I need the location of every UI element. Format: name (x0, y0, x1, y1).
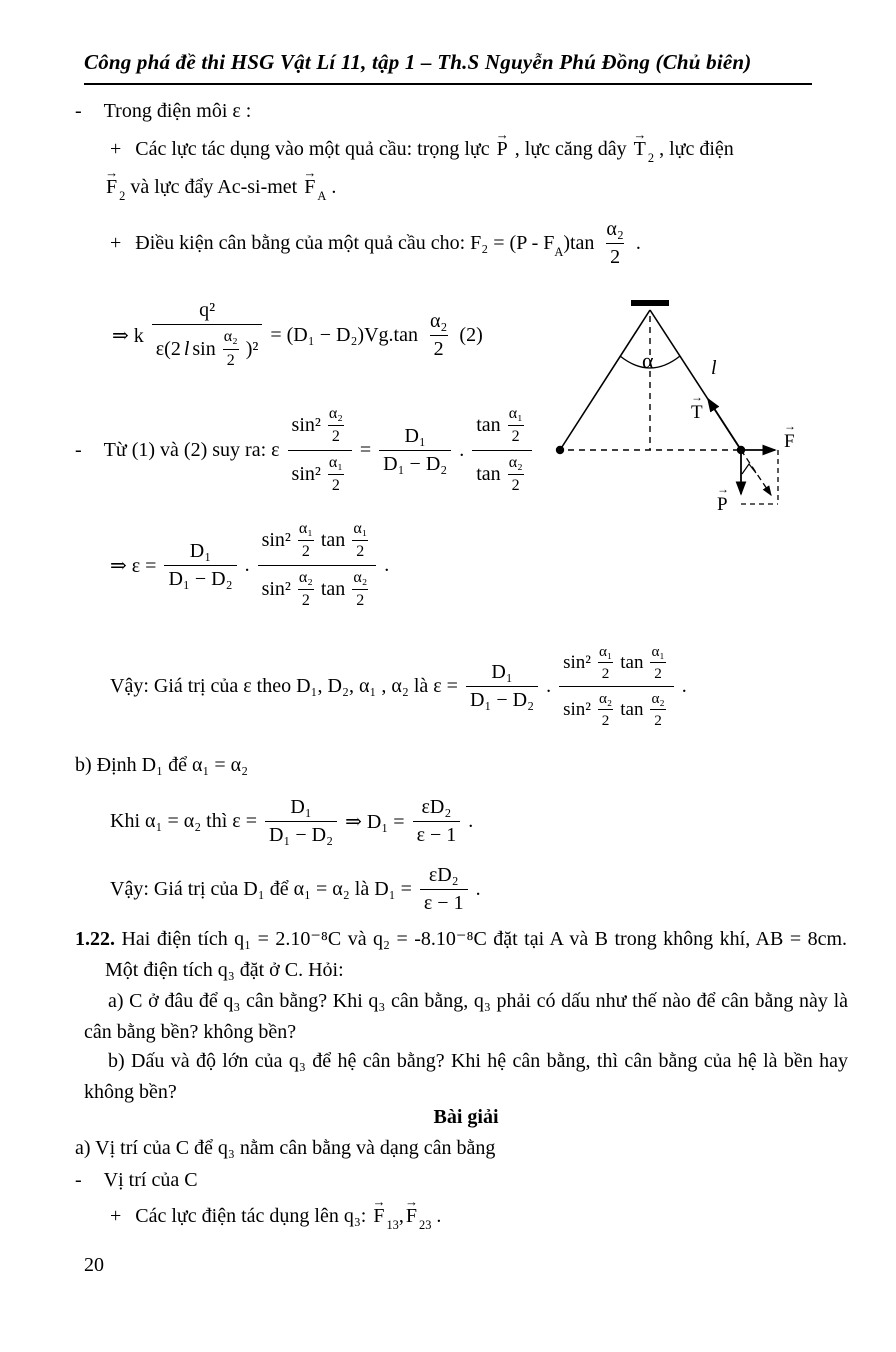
multiply-dot: . (244, 553, 250, 576)
part-b-heading: b) Định D₁ để α₁ = α₂ (75, 754, 249, 776)
multiply-dot: . (459, 438, 465, 461)
vector-FA-sub: A (317, 189, 327, 204)
formula-2 (112, 278, 483, 392)
denominator: 2 (598, 709, 614, 730)
formula-4-lead: ⇒ ε = (110, 554, 157, 577)
equals-sign: = (359, 438, 372, 461)
den-close: )² (245, 337, 259, 360)
numerator (258, 518, 377, 565)
part-b-khi: Khi α₁ = α₂ thì ε = (110, 809, 257, 832)
solution-title: Bài giải (433, 1106, 499, 1128)
tan: tan (320, 529, 346, 552)
vector-P-letter: P (496, 138, 508, 160)
numerator: α₁ (328, 453, 343, 471)
numerator: α₁ (598, 642, 613, 660)
condition-sub-A: A (554, 244, 564, 259)
alpha-label: α (642, 348, 654, 373)
bullet-dielectric-text: Trong điện môi ε : (103, 100, 252, 122)
force-F-label: F (784, 431, 795, 452)
denominator: D₁ − D₂ (164, 565, 236, 592)
denominator (152, 324, 263, 372)
numerator: α₂ (429, 309, 448, 332)
fraction-sin-tan-ratio (258, 518, 377, 613)
page-header: Công phá đề thi HSG Vật Lí 11, tập 1 – Th.S Nguyễn Phú Đồng (Chủ biên) (84, 50, 812, 85)
length-l: l (183, 337, 190, 360)
numerator: α₂ (298, 568, 313, 586)
fraction-D1 (379, 424, 451, 477)
sin2: sin² (291, 462, 321, 485)
vector-F23-letter: F (405, 1205, 417, 1227)
formula-3 (75, 388, 534, 512)
forces-text-2: , lực căng dây (509, 138, 632, 160)
sin2: sin² (261, 529, 291, 552)
problem-question-a: a) C ở đâu để q₃ cân bằng? Khi q₃ cân bằng, q₃ phải có dấu như thế nào để cân bằng này là cân bằng bền? không bền? (84, 990, 848, 1043)
vector-arrow-icon: → (303, 164, 317, 180)
fraction-sin-ratio (288, 403, 352, 498)
tension-T-label: T (691, 402, 703, 423)
fraction-epsilon-D2 (413, 795, 461, 848)
formula-2-lead: ⇒ k (112, 324, 144, 347)
vector-T2 (633, 126, 647, 161)
problem-1-22 (75, 924, 847, 986)
fraction-sin-tan-ratio (559, 641, 674, 732)
denominator: D₁ − D₂ (265, 821, 337, 848)
left-string (560, 310, 650, 450)
numerator: α₂ (353, 568, 368, 586)
forces-text-4: và lực đẩy Ac-si-met (125, 176, 303, 198)
tan: tan (476, 462, 501, 485)
condition-text: Điều kiện cân bằng của một quả cầu cho: $F_2 = (P - F_A)\tan$ (135, 231, 595, 259)
fraction-q-squared (152, 298, 263, 372)
dash-marker: - (75, 1169, 82, 1191)
denominator (258, 565, 377, 613)
denominator: 2 (508, 425, 524, 447)
denominator: ε − 1 (420, 889, 468, 916)
vector-arrow-icon: → (691, 390, 703, 404)
vector-T-letter: T (633, 138, 646, 160)
formula-2-eq: = (D₁ − D₂)Vg.tan (270, 323, 418, 346)
formula-2-tag: (2) (459, 323, 483, 346)
forces-text-3: , lực điện (654, 138, 734, 160)
numerator (288, 403, 352, 450)
numerator: D₁ (189, 539, 212, 562)
page-number: 20 (84, 1254, 104, 1276)
numerator: εD₂ (421, 795, 452, 818)
numerator: α₂ (651, 689, 665, 707)
tan: tan (476, 414, 501, 437)
fraction-D1 (466, 660, 538, 713)
numerator: εD₂ (428, 863, 459, 886)
numerator: α₂ (606, 217, 624, 240)
vector-arrow-icon: → (495, 126, 509, 142)
weight-P-label: P (717, 494, 728, 515)
problem-question-b: b) Dấu và độ lớn của q₃ để hệ cân bằng? Khi hệ cân bằng, thì cân bằng của hệ là bền hay không bền? (84, 1050, 848, 1103)
conclusion-epsilon (110, 622, 687, 750)
vector-P (495, 126, 509, 161)
vector-arrow-icon: → (717, 482, 729, 496)
vector-F13-letter: F (373, 1205, 385, 1227)
numerator: D₁ (404, 424, 426, 447)
denominator: 2 (223, 349, 239, 371)
tan: tan (620, 698, 644, 720)
vector-T-sub: 2 (647, 151, 655, 166)
sin2: sin² (261, 577, 291, 600)
period: . (475, 877, 481, 900)
forces-line-2 (104, 164, 337, 204)
tension-arrow (708, 399, 741, 450)
denominator: 2 (606, 243, 624, 270)
period: . (431, 1205, 442, 1227)
conclusion-D1 (110, 858, 481, 920)
denominator: 2 (352, 540, 368, 562)
vector-arrow-icon: → (372, 1193, 386, 1209)
vector-F-letter: F (106, 176, 118, 198)
numerator: α₁ (508, 404, 523, 422)
numerator: D₁ (491, 660, 513, 683)
fraction-alpha2-over-2 (220, 327, 242, 371)
fraction-alpha2-over-2 (426, 309, 451, 362)
period: . (468, 809, 474, 832)
numerator (472, 403, 531, 450)
bullet-position-C-text: Vị trí của C (103, 1169, 198, 1191)
implies-D1: ⇒ D₁ = (345, 810, 405, 833)
denominator (288, 450, 352, 498)
tan: tan (620, 651, 644, 673)
forces-period: . (326, 176, 337, 198)
conclusion-D1-lead: Vậy: Giá trị của D₁ để α₁ = α₂ là D₁ = (110, 877, 412, 900)
comma: , (398, 1205, 404, 1227)
pendulum-diagram (545, 282, 890, 534)
denominator (472, 450, 531, 498)
fraction-alpha2-over-2 (602, 217, 627, 270)
denominator: 2 (328, 425, 344, 447)
vector-F13-sub: 13 (386, 1218, 399, 1233)
plus-marker: + (110, 138, 122, 160)
sin2: sin² (563, 651, 591, 673)
period: . (681, 674, 687, 697)
vector-FA-letter: F (304, 176, 316, 198)
period: . (384, 553, 390, 576)
den-text: ε(2 (155, 337, 181, 360)
forces-line-1 (110, 126, 855, 166)
denominator (559, 686, 674, 732)
fraction-tan-ratio (472, 403, 531, 498)
vector-arrow-icon: → (784, 419, 796, 433)
numerator: D₁ (290, 795, 312, 818)
problem-body: Hai điện tích q₁ = 2.10⁻⁸C và q₂ = -8.10⁻⁸C đặt tại A và B trong không khí, AB = 8cm. Một điện tích q₃ đặt ở C. Hỏi: (105, 928, 847, 981)
vector-F13 (372, 1193, 386, 1228)
vector-F-sub: 2 (119, 189, 126, 204)
denominator: 2 (598, 662, 614, 683)
numerator: α₂ (508, 453, 523, 471)
vector-arrow-icon: → (104, 164, 119, 180)
tan: tan (320, 577, 346, 600)
numerator: α₁ (651, 642, 665, 660)
bullet-dielectric (75, 100, 251, 123)
equilibrium-condition (110, 212, 641, 274)
den-sin: sin (192, 337, 216, 360)
denominator: 2 (650, 709, 666, 730)
plus-marker: + (110, 1205, 122, 1227)
numerator: α₁ (353, 519, 368, 537)
left-ball (556, 446, 564, 454)
numerator: q² (199, 299, 216, 322)
denominator: 2 (298, 540, 314, 562)
numerator: α₂ (598, 689, 613, 707)
numerator (559, 641, 674, 686)
sin2: sin² (291, 414, 321, 437)
vector-arrow-icon: → (404, 1193, 419, 1209)
sin2: sin² (563, 698, 591, 720)
forces-on-q3-text: Các lực điện tác dụng lên q₃: (135, 1205, 372, 1227)
fraction-D1 (265, 795, 337, 848)
formula-4 (110, 504, 389, 626)
forces-on-q3 (110, 1193, 442, 1233)
denominator: 2 (298, 589, 314, 611)
dash-marker: - (75, 438, 82, 461)
problem-number: 1.22. (75, 928, 115, 950)
bullet-position-C (75, 1169, 198, 1192)
length-l-label: l (711, 357, 717, 379)
denominator: 2 (650, 662, 666, 683)
denominator: 2 (508, 474, 524, 496)
vector-F2 (104, 164, 119, 199)
fraction-epsilon-D2 (420, 863, 468, 916)
denominator: 2 (430, 335, 448, 362)
vector-arrow-icon: → (633, 126, 647, 142)
numerator: α₂ (223, 328, 238, 346)
dash-marker: - (75, 100, 82, 122)
fraction-D1 (164, 539, 236, 592)
numerator: α₁ (298, 519, 313, 537)
solution-a-heading: a) Vị trí của C để q₃ nằm cân bằng và dạng cân bằng (75, 1137, 496, 1159)
vector-F23 (404, 1193, 419, 1228)
period: . (635, 231, 641, 254)
formula-3-lead: Từ (1) và (2) suy ra: ε (103, 438, 280, 461)
denominator: 2 (352, 589, 368, 611)
vector-F23-sub: 23 (419, 1218, 432, 1233)
plus-marker: + (110, 231, 122, 254)
denominator: 2 (328, 474, 344, 496)
conclusion-epsilon-lead: Vậy: Giá trị của ε theo D₁, D₂, α₁ , α₂ là ε = (110, 674, 458, 697)
numerator: α₂ (328, 404, 343, 422)
denominator: D₁ − D₂ (466, 686, 538, 713)
denominator: D₁ − D₂ (379, 450, 451, 477)
vector-FA (303, 164, 317, 199)
part-b-derivation (110, 788, 473, 854)
forces-text-1: Các lực tác dụng vào một quả cầu: trọng lực (135, 138, 495, 160)
multiply-dot: . (546, 674, 552, 697)
ceiling-bar (631, 300, 669, 306)
denominator: ε − 1 (413, 821, 461, 848)
